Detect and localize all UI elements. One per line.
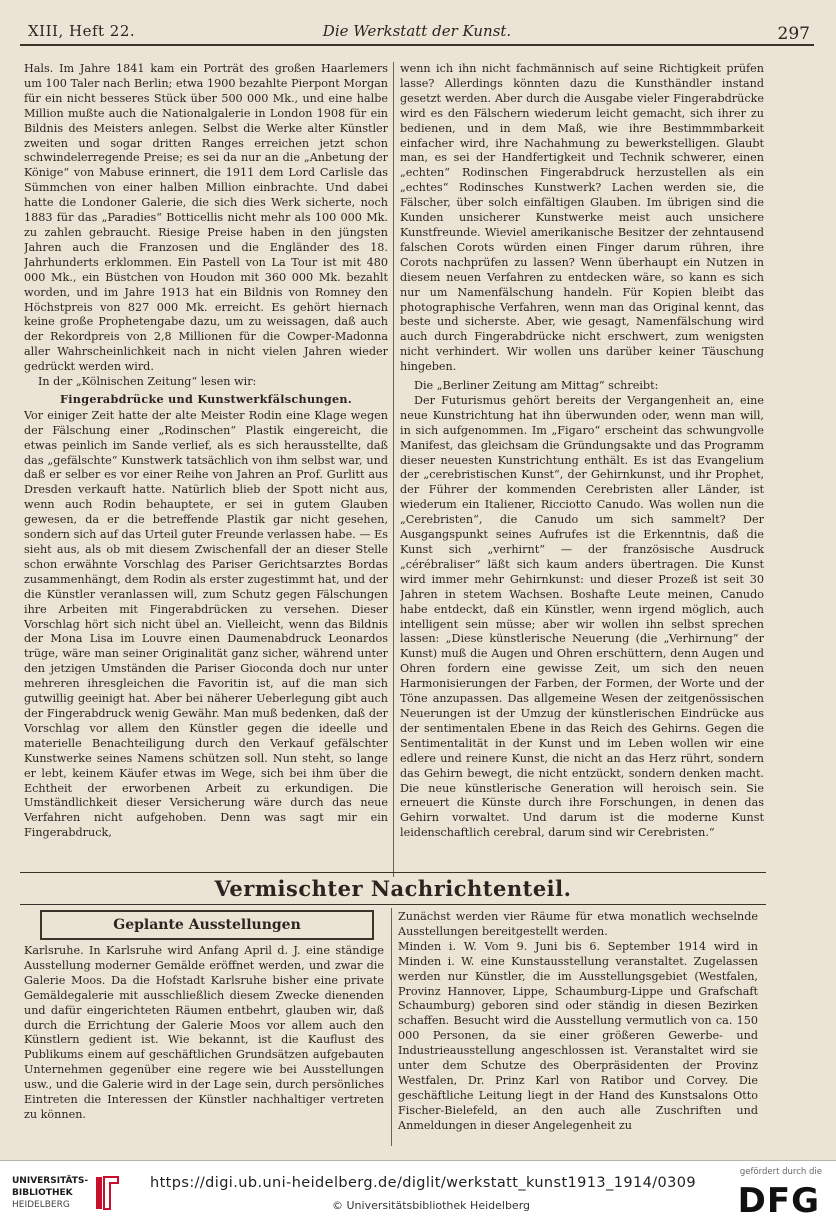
logo-line: UNIVERSITÄTS- xyxy=(12,1176,89,1186)
copyright-text: © Universitätsbibliothek Heidelberg xyxy=(332,1199,531,1212)
paragraph: Karlsruhe. In Karlsruhe wird Anfang April d. J. eine ständige Ausstellung moderner Gemälde eröffnet werden, und zwar die Galerie Moos. Da die Hofstadt Karlsruhe bisher eine private Gemäldegalerie mit ausschließlich diesem Zwecke dienenden und dafür eingerichteten Räumen entbehrt, glauben wir, daß durch die Errichtung der Galerie Moos vor allem auch den Künstlern gedient ist. Wie bekannt, ist die Kauflust des Publikums einem auf geschäftlichen Grundsätzen aufgebauten Unternehmen gegenüber eine regere wie bei Ausstellungen usw., und die Galerie wird in der Lage sein, durch persönliches Eintreten die Interessen der Künstler nachhaltiger vertreten zu können. xyxy=(24,944,384,1121)
library-logo-icon xyxy=(92,1173,122,1213)
column-divider-bottom xyxy=(391,908,392,1146)
section-rule-bottom xyxy=(20,904,766,905)
permalink-link[interactable]: https://digi.ub.uni-heidelberg.de/diglit/werkstatt_kunst1913_1914/0309 xyxy=(150,1175,696,1191)
dfg-logo: DFG xyxy=(737,1181,820,1221)
paragraph-intro: In der „Kölnischen Zeitung“ lesen wir: xyxy=(38,375,257,389)
paragraph: Minden i. W. Vom 9. Juni bis 6. September 1914 wird in Minden i. W. eine Kunstausstellung veranstaltet. Zugelassen werden nur Künstler, die im Ausstellungsgebiet (Westfalen, Provinz Hannover, Lippe, Schaumburg-Lippe und Grafschaft Schaumburg) geboren sind oder ständig in diesen Bezirken schaffen. Besucht wird die Ausstellung vermutlich von ca. 150 000 Personen, da sie einer größeren Gewerbe- und Industrieausstellung angeschlossen ist. Veranstaltet wird sie unter dem Schutze des Oberpräsidenten der Provinz Westfalen, Dr. Prinz Karl von Ratibor und Corvey. Die geschäftliche Leitung liegt in der Hand des Kunstsalons Otto Fischer-Bielefeld, an den auch alle Zuschriften und Anmeldungen in dieser Angelegenheit zu xyxy=(398,939,758,1132)
logo-line: BIBLIOTHEK xyxy=(12,1188,73,1198)
issue-label: XIII, Heft 22. xyxy=(28,22,136,40)
column-right-bottom xyxy=(398,910,758,1150)
column-left-bottom xyxy=(24,944,384,1149)
box-heading: Geplante Ausstellungen xyxy=(40,910,374,940)
article-title: Fingerabdrücke und Kunstwerkfälschungen. xyxy=(59,391,353,406)
column-right-top xyxy=(400,62,764,882)
footer-bar xyxy=(0,1160,836,1228)
column-left-top xyxy=(24,62,388,882)
page-number: 297 xyxy=(777,24,810,44)
paragraph-intro: Die „Berliner Zeitung am Mittag“ schreibt: xyxy=(414,379,659,393)
library-logo-text xyxy=(12,1175,97,1211)
paragraph: Vor einiger Zeit hatte der alte Meister Rodin eine Klage wegen der Fälschung einer „Rodinschen“ Plastik eingereicht, die etwas peinlich im Sande verlief, als es sich herausstellte, daß das „gefälschte“ Kunstwerk tatsächlich von ihm selbst war, und daß er selber es vor einer Reihe von Jahren an Prof. Gurlitt aus Dresden verkauft hatte. Natürlich blieb der Spott nicht aus, wenn auch Rodin behauptete, er sei in gutem Glauben gewesen, da er die betreffende Plastik gar nicht gesehen, sondern sich auf das Urteil guter Freunde verlassen habe. — Es sieht aus, als ob mit diesem Zwischenfall der an dieser Stelle schon erwähnte Vorschlag des Pariser Gerichtsarztes Bordas zusammenhängt, dem Rodin als erster zugestimmt hat, und der die Künstler veranlassen will, zum Schutz gegen Fälschungen ihre Arbeiten mit Fingerabdrücken zu versehen. Dieser Vorschlag hört sich nicht übel an. Vielleicht, wenn das Bildnis der Mona Lisa im Louvre einen Daumenabdruck Leonardos trüge, wäre man seiner Originalität ganz sicher, während unter den jetzigen Umständen die Pariser Gioconda doch nur unter mehreren ihresgleichen die Favoritin ist, auf die man sich gutwillig geeinigt hat. Aber bei näherer Ueberlegung gibt auch der Fingerabdruck wenig Gewähr. Man muß bedenken, daß der Vorschlag vor allem den Künstler gegen die ideelle und materielle Benachteiligung durch den Verkauf gefälschter Kunstwerke seines Namens schützen soll. Nun steht, so lange er lebt, keinem Käufer etwas im Wege, sich bei ihm über die Echtheit der erworbenen Arbeit zu erkundigen. Die Umständlichkeit dieser Versicherung wäre durch das neue Verfahren nicht aufgehoben. Denn was sagt mir ein Fingerabdruck, xyxy=(24,408,388,840)
paragraph: Zunächst werden vier Räume für etwa monatlich wechselnde Ausstellungen bereitgestellt werden. xyxy=(398,910,758,938)
journal-title: Die Werkstatt der Kunst. xyxy=(322,22,512,40)
paragraph: wenn ich ihn nicht fachmännisch auf seine Richtigkeit prüfen lasse? Allerdings könnten dazu die Kunsthändler instand gesetzt werden. Aber durch die Ausgabe vieler Fingerabdrücke wird es den Fälschern wiederum leicht gemacht, sich ihrer zu bedienen, und in dem Maß, wie ihre Bestimmmbarkeit einfacher wird, ihre Nachahmung zu bewerkstelligen. Glaubt man, es sei der Handfertigkeit und Technik schwerer, einen „echten“ Rodinschen Fingerabdruck herzustellen als ein „echtes“ Rodinsches Kunstwerk? Lachen werden sie, die Fälscher, über solch einfältigen Glauben. Im übrigen sind die Kunden unsicherer Kunstwerke meist auch unsichere Kunstfreunde. Wieviel amerikanische Besitzer der zehntausend falschen Corots würden einen Finger darum rühren, ihre Corots nachprüfen zu lassen? Wenn überhaupt ein Nutzen in diesem neuen Verfahren zu entdecken wäre, so kann es sich nur um Namenfälschung handeln. Für Kopien bleibt das photographische Verfahren, wenn man das Original kennt, das beste und sicherste. Aber, wie gesagt, Namenfälschung wird auch durch Fingerabdrücke nicht erschwert, zum wenigsten nicht verhindert. Wir wollen uns darüber keiner Täuschung hingeben. xyxy=(400,62,764,374)
logo-line: HEIDELBERG xyxy=(12,1200,70,1210)
funding-label: gefördert durch die xyxy=(739,1167,822,1177)
paragraph: Der Futurismus gehört bereits der Vergangenheit an, eine neue Kunstrichtung hat ihn überwunden oder, wenn man will, in sich aufgenommen. Im „Figaro“ erscheint das schwungvolle Manifest, das gleichsam die Gründungsakte und das Programm dieser neuesten Kunstrichtung enthält. Es ist das Evangelium der „cerebristischen Kunst“, der Gehirnkunst, und ihr Prophet, der Führer der kommenden Cerebristen aller Länder, ist wiederum ein Italiener, Ricciotto Canudo. Was wollen nun die „Cerebristen“, die Canudo um sich sammelt? Der Ausgangspunkt seines Aufrufes ist die Erkenntnis, daß die Kunst sich „verhirnt“ — der französische Ausdruck „cérébraliser“ läßt sich kaum anders übertragen. Die Kunst wird immer mehr Gehirnkunst: und dieser Prozeß ist seit 30 Jahren in stetem Wachsen. Boshafte Leute meinen, Canudo habe entdeckt, daß ein Künstler, wenn irgend möglich, auch intelligent sein müsse; aber wir wollen ihn selbst sprechen lassen: „Diese künstlerische Neuerung (die „Verhirnung“ der Kunst) muß die Augen und Ohren erschüttern, denn Augen und Ohren fordern eine gewisse Zeit, um sich den neuen Harmonisierungen der Farben, der Formen, der Worte und der Töne anzupassen. Das allgemeine Wesen der zeitgenössischen Neuerungen ist der Umzug der künstlerischen Eindrücke aus der sentimentalen Ebene in das Reich des Gehirns. Gegen die Sentimentalität in der Kunst und im Leben wollen wir eine edlere und reinere Kunst, die nicht an das Herz rührt, sondern das Gehirn bewegt, die nicht entzückt, sondern denken macht. Die neue künstlerische Generation will heroisch sein. Sie erneuert die Künste durch ihre Forschungen, in denen das Gehirn vorwaltet. Und darum ist die moderne Kunst leidenschaftlich cerebral, darum sind wir Cerebristen.“ xyxy=(400,393,764,840)
page-header xyxy=(20,18,814,46)
section-title: Vermischter Nachrichtenteil. xyxy=(214,876,572,901)
column-divider xyxy=(393,62,394,877)
paragraph: Hals. Im Jahre 1841 kam ein Porträt des großen Haarlemers um 100 Taler nach Berlin; etwa 1900 bezahlte Pierpont Morgan für ein nicht besseres Stück über 500 000 Mk., und eine halbe Million mußte auch die Nationalgalerie in London 1908 für ein Bildnis des Meisters anlegen. Selbst die Werke alter Künstler zweiten und sogar dritten Ranges erreichen jetzt schon schwindelerregende Preise; es sei da nur an die „Anbetung der Könige“ von Mabuse erinnert, die 1911 dem Lord Carlisle das Sümmchen von einer halben Million einbrachte. Und dabei hatte die Londoner Galerie, die sich dies Werk sicherte, noch 1883 für das „Paradies“ Botticellis nicht mehr als 100 000 Mk. zu zahlen gebraucht. Riesige Preise haben in den jüngsten Jahren auch die Franzosen und die Engländer des 18. Jahrhunderts erklommen. Ein Pastell von La Tour ist mit 480 000 Mk., ein Büstchen von Houdon mit 360 000 Mk. bezahlt worden, und im Jahre 1913 hat ein Bildnis von Romney den Höchstpreis von 827 000 Mk. erreicht. Es gehört hiernach keine große Prophetengabe dazu, um zu weissagen, daß auch der Rekordpreis von 2,8 Millionen für die Cowper-Madonna aller Wahrscheinlichkeit nach in nicht vielen Jahren wieder gedrückt werden wird. xyxy=(24,62,388,374)
section-rule-top xyxy=(20,872,766,873)
